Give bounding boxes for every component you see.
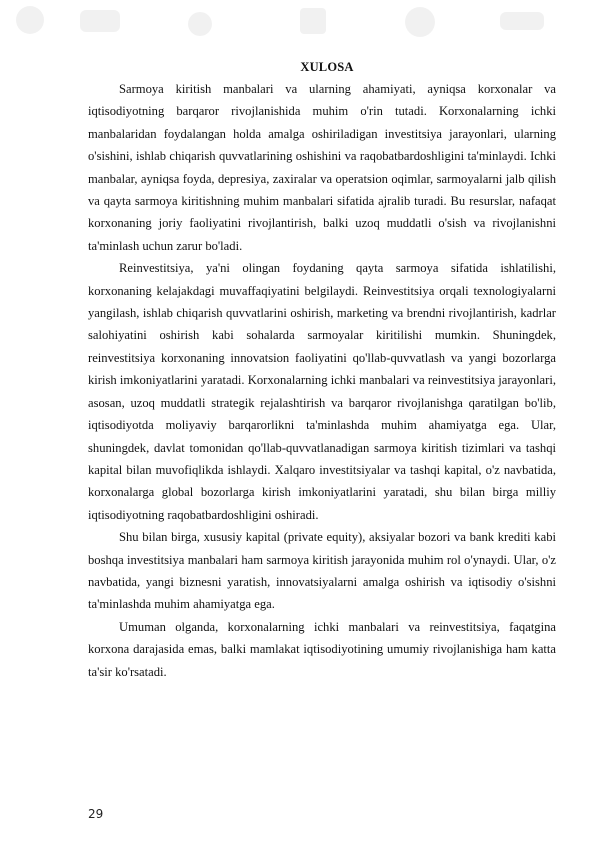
page-number: 29 xyxy=(88,807,104,821)
paragraph-1: Sarmoya kiritish manbalari va ularning ahamiyati, ayniqsa korxonalar va iqtisodiyotning barqaror rivojlanishida muhim o'rin tutadi. Korxonalarning ichki manbalaridan foydalangan holda amalga oshiriladigan investitsiya jarayonlari, ularning o'sishini, ishlab chiqarish quvvatlarining oshishini va raqobatbardoshligini ta'minlaydi. Ichki manbalar, ayniqsa foyda, depresiya, zaxiralar va operatsion oqimlar, sarmoyalarni jalb qilish va qayta sarmoya kiritishning muhim manbalari sifatida ajralib turadi. Bu resurslar, nafaqat korxonaning joriy faoliyatini rivojlantirish, balki uzoq muddatli o'sish va rivojlanishni ta'minlash uchun zarur bo'ladi. xyxy=(88,82,556,253)
paragraph-3: Shu bilan birga, xususiy kapital (private equity), aksiyalar bozori va bank krediti kabi boshqa investitsiya manbalari ham sarmoya kiritish jarayonida muhim rol o'ynaydi. Ular, o'z navbatida, yangi biznesni yaratish, innovatsiyalarni amalga oshirish va iqtisodiy o'sishni ta'minlashda muhim ahamiyatga ega. xyxy=(88,530,556,612)
document-title: XULOSA xyxy=(300,60,354,74)
paragraph-2: Reinvestitsiya, ya'ni olingan foydaning qayta sarmoya sifatida ishlatilishi, korxonaning kelajakdagi muvaffaqiyatini belgilaydi. Reinvestitsiya orqali texnologiyalarni yangilash, ishlab chiqarish quvvatlarini oshirish, marketing va brendni rivojlantirish, kadrlar salohiyatini oshirish kabi sohalarda sarmoyalar kiritilishi mumkin. Shuningdek, reinvestitsiya korxonaning innovatsion faoliyatini qo'llab-quvvatlash va yangi bozorlarga kirish imkoniyatlarini yaratadi. Korxonalarning ichki manbalari va reinvestitsiya jarayonlari, asosan, uzoq muddatli strategik rejalashtirish va barqaror rivojlanishga qaratilgan bo'lib, iqtisodiyotda moliyaviy barqarorlikni ta'minlashda muhim ahamiyatga ega. Ular, shuningdek, davlat tomonidan qo'llab-quvvatlanadigan sarmoya kiritish tizimlari va tashqi kapital bilan muvofiqlikda ishlaydi. Xalqaro investitsiyalar va tashqi kapital, o'z navbatida, korxonalarga global bozorlarga kirish imkoniyatlarini yaratadi, shu bilan birga milliy iqtisodiyotning raqobatbardoshligini oshiradi. xyxy=(88,261,556,522)
paragraph-4: Umuman olganda, korxonalarning ichki manbalari va reinvestitsiya, faqatgina korxona darajasida emas, balki mamlakat iqtisodiyotining umumiy rivojlanishiga ham katta ta'sir ko'rsatadi. xyxy=(88,619,556,679)
document-page xyxy=(88,56,556,683)
